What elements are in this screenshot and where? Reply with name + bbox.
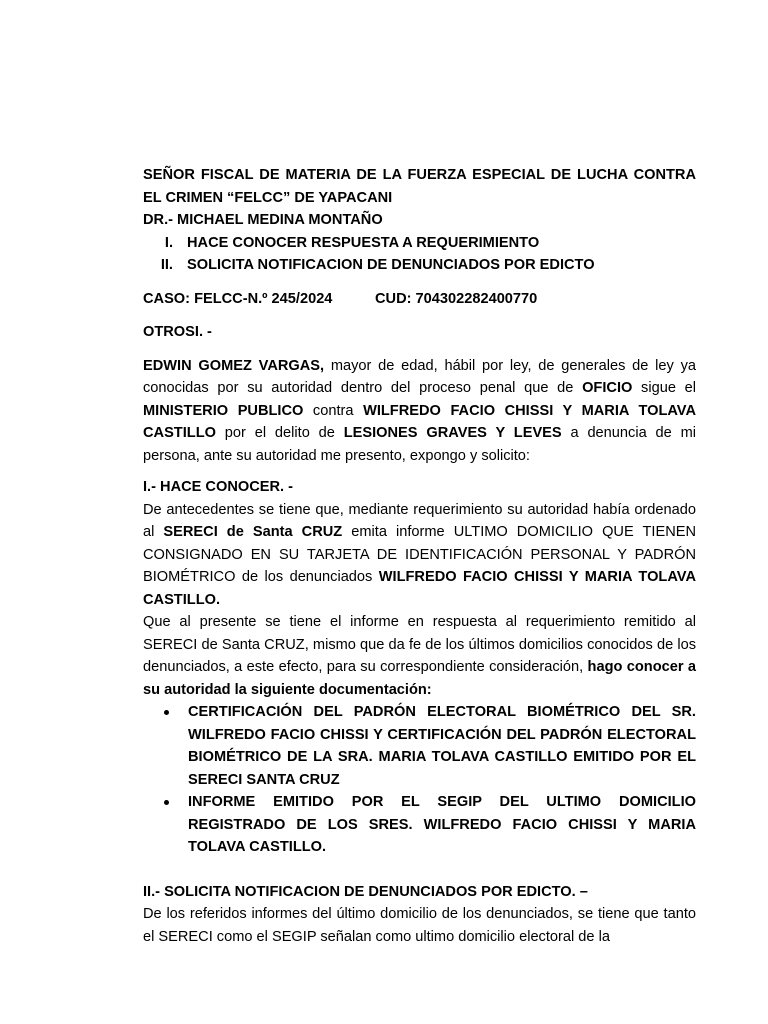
- section1-paragraph: [143, 499, 696, 612]
- otrosi-label: OTROSI. -: [143, 324, 212, 340]
- roman-numeral: II.: [160, 257, 173, 273]
- roman-numeral: I.: [164, 234, 173, 251]
- cud-number: CUD: 704302282400770: [375, 290, 538, 307]
- addressee-line: SEÑOR FISCAL DE MATERIA DE LA FUERZA ESPECIAL DE LUCHA CONTRA EL CRIMEN “FELCC” DE YAPACANI: [143, 167, 696, 206]
- intro-bold: MINISTERIO PUBLICO: [143, 402, 304, 419]
- petition-summary-text: SOLICITA NOTIFICACION DE DENUNCIADOS POR EDICTO: [187, 257, 595, 273]
- paragraph-text: emita informe ULTIMO DOMICILIO QUE TIENEN CONSIGNADO EN SU TARJETA DE IDENTIFICACIÓN PERSONAL Y PADRÓN BIOMÉTRICO de los denunciados: [143, 524, 697, 585]
- petition-summary-text: HACE CONOCER RESPUESTA A REQUERIMIENTO: [187, 234, 540, 251]
- document-page: [143, 164, 696, 948]
- section1-paragraph: [143, 611, 696, 701]
- section2-paragraph: De los referidos informes del último domicilio de los denunciados, se tiene que tanto el SERECI como el SEGIP señalan como ultimo domicilio electoral de la: [143, 906, 696, 945]
- petition-summary-item: [143, 232, 696, 255]
- bullet-icon: [143, 791, 188, 859]
- paragraph-bold: hago conocer a su autoridad la siguiente documentación:: [143, 659, 697, 698]
- defendants-names: WILFREDO FACIO CHISSI Y MARIA TOLAVA CASTILLO: [143, 402, 696, 441]
- intro-text: mayor de edad, hábil por ley, de generales de ley ya conocidas por su autoridad dentro del proceso penal que de: [143, 357, 696, 396]
- intro-text: sigue el: [632, 380, 696, 396]
- paragraph-bold: WILFREDO FACIO CHISSI Y MARIA TOLAVA CASTILLO.: [143, 569, 696, 608]
- petition-summary-list: [143, 232, 696, 277]
- intro-text: por el delito de: [215, 425, 344, 441]
- list-item-text: INFORME EMITIDO POR EL SEGIP DEL ULTIMO DOMICILIO REGISTRADO DE LOS SRES. WILFREDO FACIO CHISSI Y MARIA TOLAVA CASTILLO.: [188, 794, 696, 855]
- petition-summary-item: [143, 254, 696, 277]
- list-item-text: CERTIFICACIÓN DEL PADRÓN ELECTORAL BIOMÉTRICO DEL SR. WILFREDO FACIO CHISSI Y CERTIFICACIÓN DEL PADRÓN ELECTORAL BIOMÉTRICO DE LA SRA. MARIA TOLAVA CASTILLO EMITIDO POR EL SERECI SANTA CRUZ: [188, 704, 696, 788]
- offense-name: LESIONES GRAVES Y LEVES: [343, 425, 562, 441]
- intro-bold: OFICIO: [582, 380, 633, 396]
- list-item: [143, 701, 696, 791]
- intro-text: a denuncia de mi persona, ante su autoridad me presento, expongo y solicito:: [143, 425, 696, 464]
- intro-text: contra: [303, 402, 364, 419]
- paragraph-text: De antecedentes se tiene que, mediante requerimiento su autoridad había ordenado al: [143, 501, 696, 540]
- bullet-icon: [143, 701, 188, 791]
- documents-list: [143, 701, 696, 859]
- paragraph-text: Que al presente se tiene el informe en respuesta al requerimiento remitido al SERECI de Santa CRUZ, mismo que da fe de los últimos domicilios conocidos de los denunciados, a este efecto, para su correspondiente consideración,: [143, 614, 696, 675]
- case-number: CASO: FELCC-N.º 245/2024: [143, 290, 333, 307]
- petitioner-name: EDWIN GOMEZ VARGAS,: [143, 357, 325, 374]
- section-heading: I.- HACE CONOCER. -: [143, 479, 293, 495]
- case-reference: [143, 288, 696, 311]
- paragraph-bold: SERECI de Santa CRUZ: [163, 524, 343, 540]
- intro-paragraph: [143, 355, 696, 468]
- section-heading: II.- SOLICITA NOTIFICACION DE DENUNCIADOS POR EDICTO. –: [143, 883, 588, 900]
- prosecutor-name: DR.- MICHAEL MEDINA MONTAÑO: [143, 212, 383, 228]
- list-item: [143, 791, 696, 859]
